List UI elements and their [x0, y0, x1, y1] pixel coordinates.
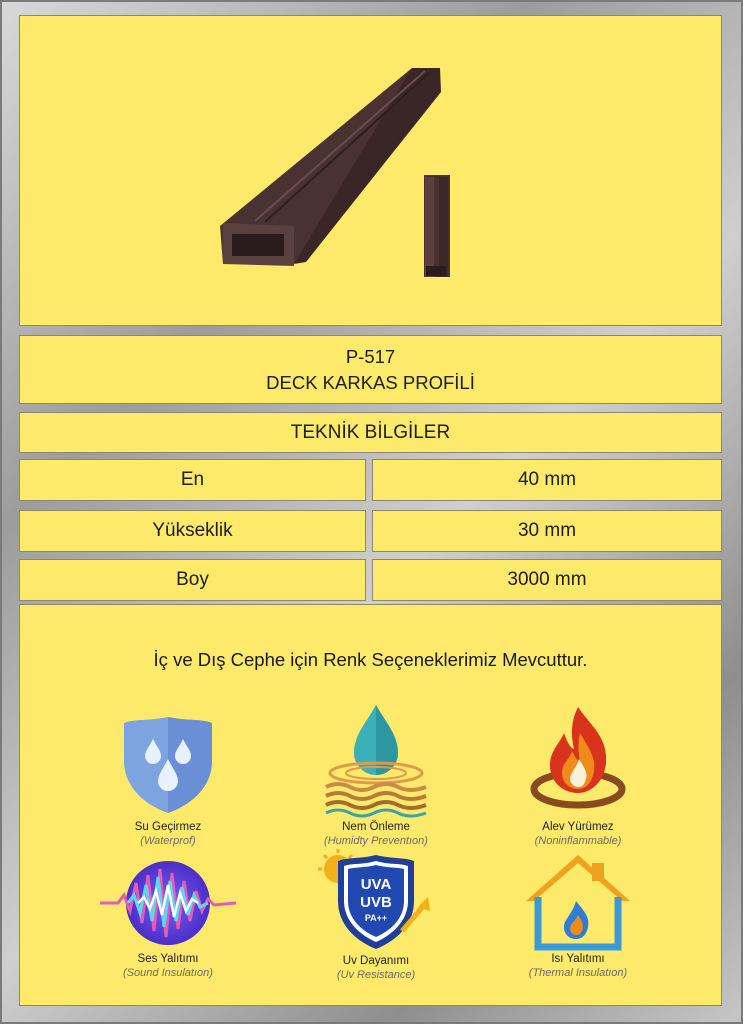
color-availability-text: İç ve Dış Cephe için Renk Seçeneklerimiz Mevcuttur.: [153, 649, 588, 670]
spec-value-height: 30 mm: [372, 510, 722, 552]
feature-waterproof: [68, 709, 268, 847]
svg-text:UVB: UVB: [360, 894, 392, 911]
product-title-panel: [19, 335, 722, 404]
feature-humidity: [276, 703, 476, 847]
feature-name: Uv Dayanımı: [342, 955, 410, 967]
feature-subtitle: (Waterprof): [140, 835, 196, 847]
product-code: P-517: [345, 345, 396, 367]
feature-subtitle: (Noninflammable): [534, 835, 622, 847]
feature-name: Alev Yürümez: [542, 821, 614, 833]
flame-icon: [520, 703, 636, 819]
product-image-panel: [19, 15, 722, 326]
spec-label-height: Yükseklik: [19, 510, 366, 552]
feature-subtitle: (Humidty Preventıon): [324, 835, 428, 847]
tech-info-header: TEKNİK BİLGİLER: [19, 412, 722, 453]
sound-wave-icon: [98, 855, 238, 951]
spec-value-width: 40 mm: [372, 459, 722, 501]
humidity-drop-icon: [318, 703, 434, 819]
spec-label-length: Boy: [19, 559, 366, 601]
long-profile: [220, 68, 441, 266]
svg-text:UVA: UVA: [360, 876, 392, 893]
feature-sound-insulation: [68, 855, 268, 979]
feature-subtitle: (Sound Insulatıon): [123, 967, 213, 979]
thermal-house-icon: [522, 851, 634, 951]
uv-shield-icon: [316, 849, 436, 953]
feature-uv-resistance: [276, 849, 476, 981]
spec-value-length: 3000 mm: [372, 559, 722, 601]
short-profile: [424, 175, 450, 277]
features-panel: [19, 604, 722, 1006]
spec-label-width: En: [19, 459, 366, 501]
svg-text:PA++: PA++: [364, 913, 388, 923]
feature-noninflammable: [478, 703, 678, 847]
waterproof-shield-icon: [113, 709, 223, 819]
feature-subtitle: (Uv Resistance): [336, 969, 416, 981]
feature-name: Su Geçirmez: [134, 821, 202, 833]
product-name: DECK KARKAS PROFİLİ: [266, 371, 475, 393]
feature-name: Nem Önleme: [342, 821, 410, 833]
feature-subtitle: (Thermal Insulatıon): [528, 967, 628, 979]
feature-name: Isı Yalıtımı: [551, 953, 605, 965]
feature-name: Ses Yalıtımı: [137, 953, 199, 965]
deck-profile-image: [20, 16, 723, 327]
feature-thermal-insulation: [478, 851, 678, 979]
